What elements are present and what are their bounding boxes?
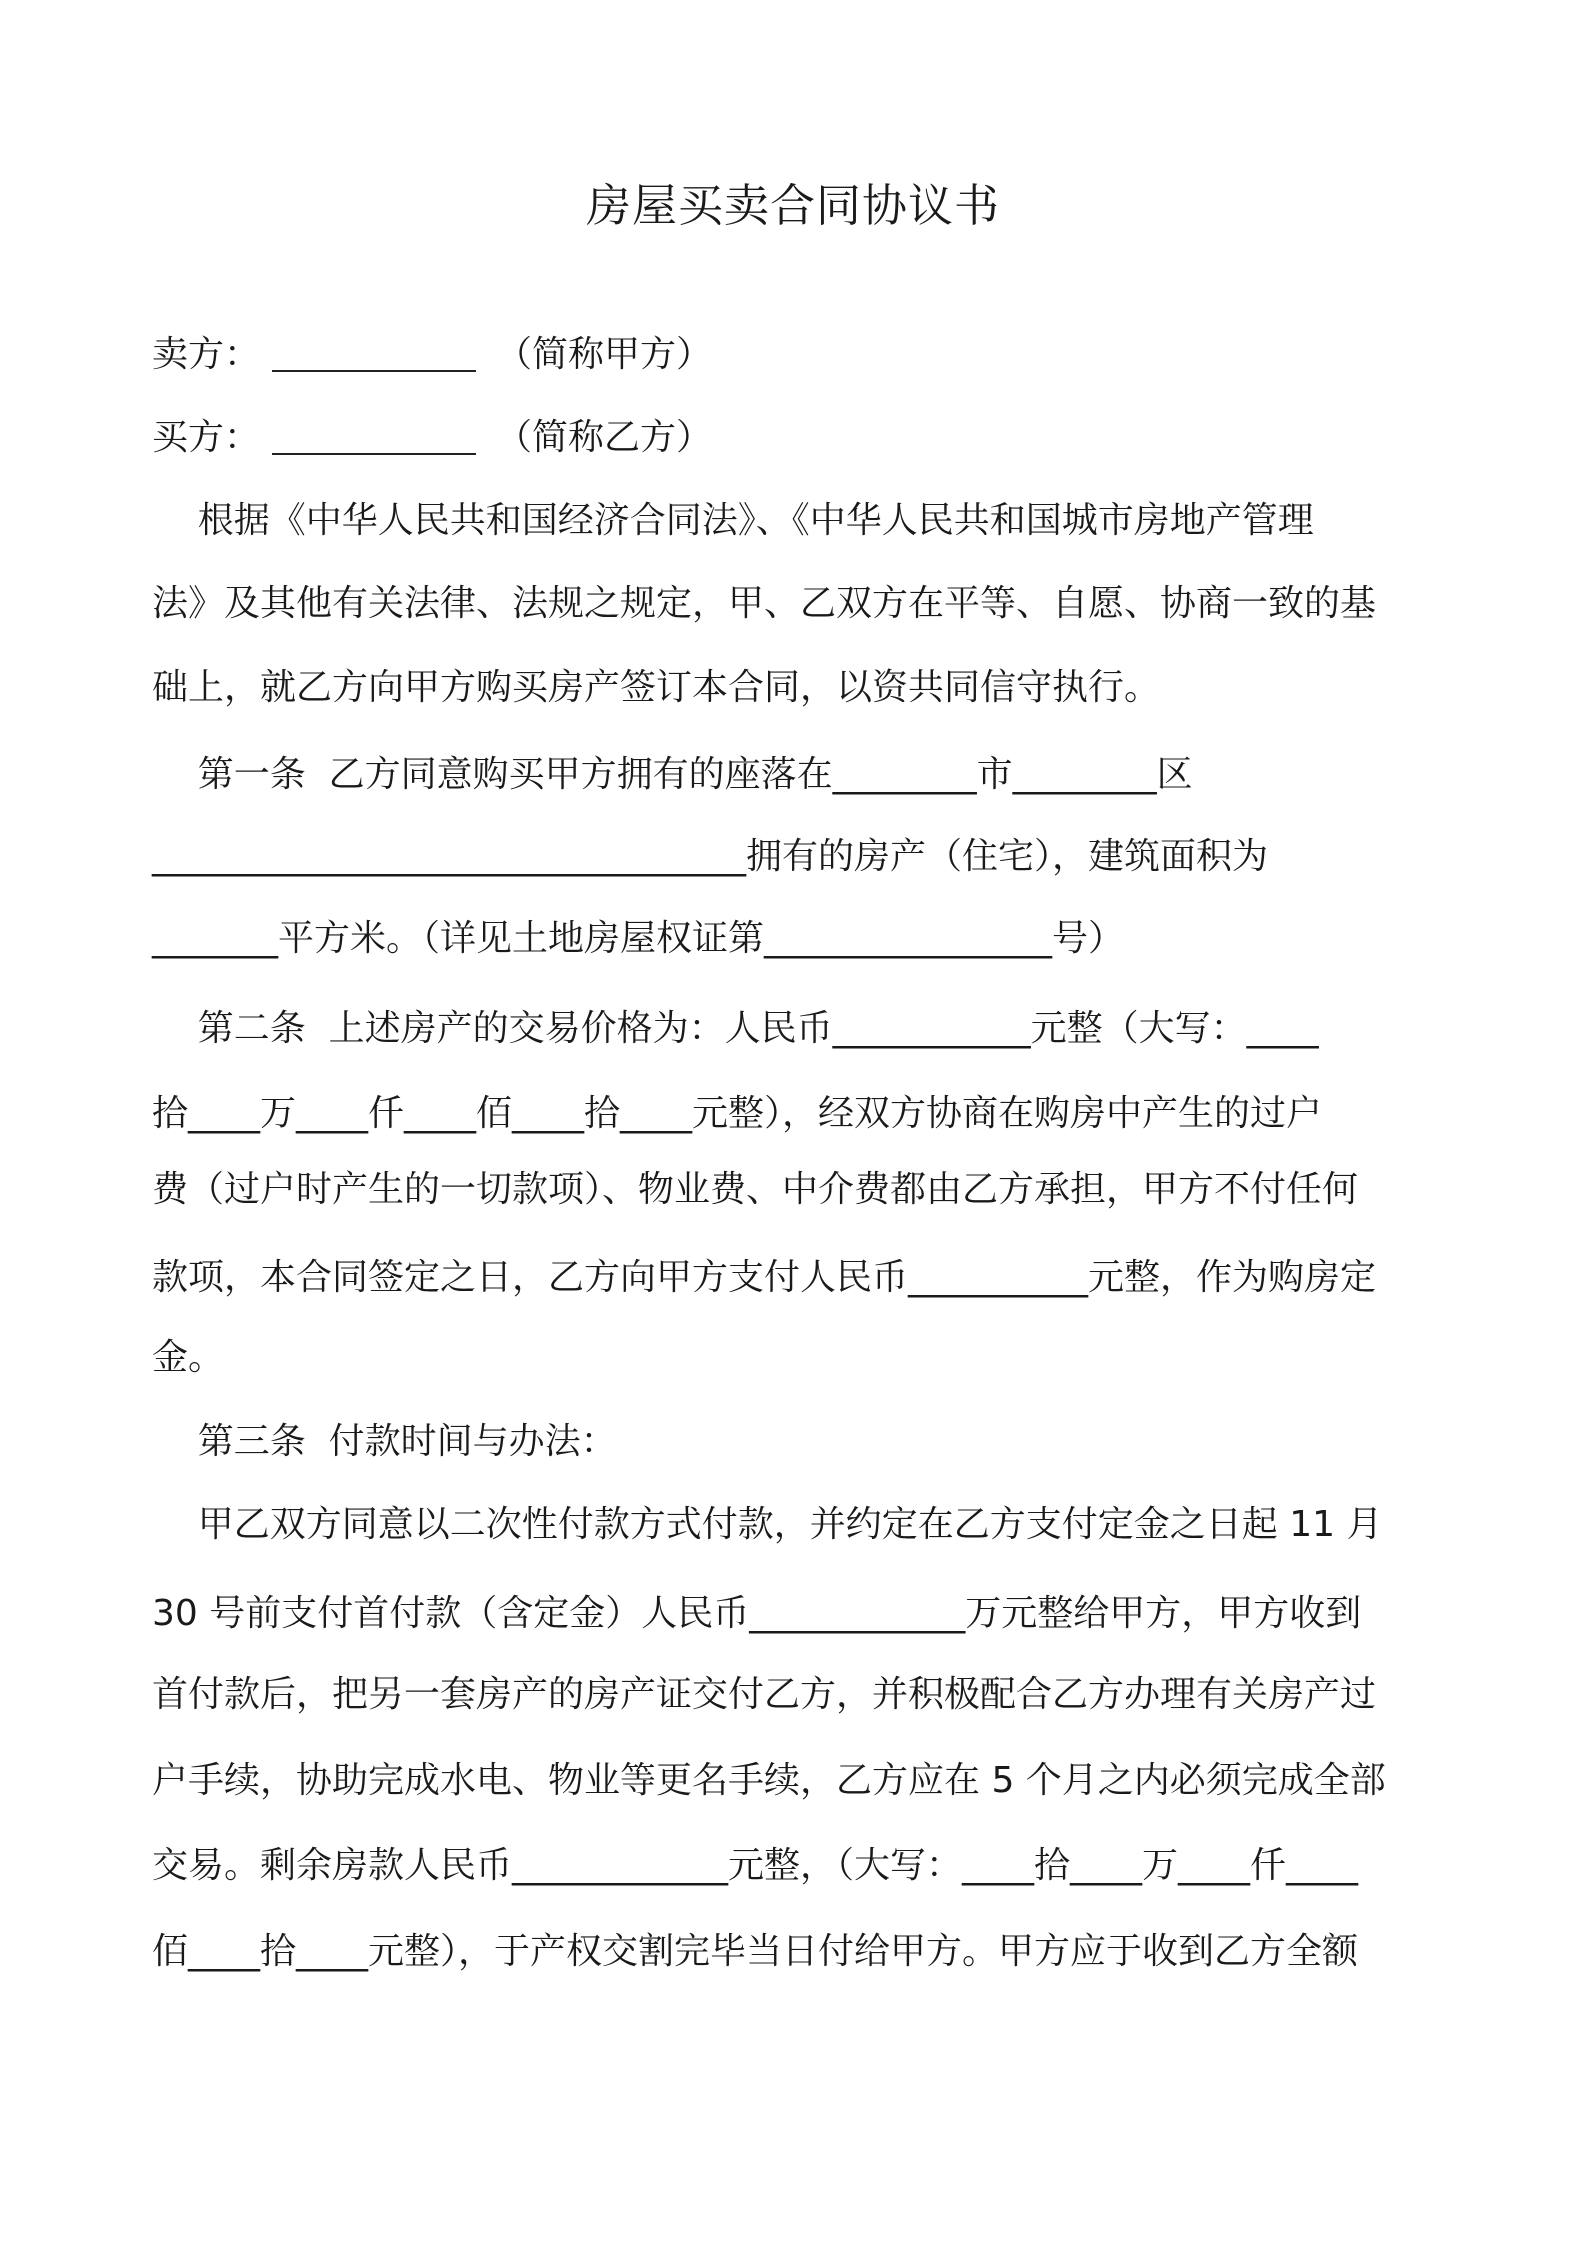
clause-1-line: 第一条 乙方同意购买甲方拥有的座落在________市________区 (152, 754, 1193, 795)
seller-line (152, 331, 712, 379)
clause-3-line: 甲乙双方同意以二次性付款方式付款，并约定在乙方支付定金之日起 11 月 (152, 1504, 1383, 1545)
clause-1-line: _________________________________拥有的房产（住宅），建筑面积为 (152, 836, 1269, 877)
clause-3-line: 户手续，协助完成水电、物业等更名手续，乙方应在 5 个月之内必须完成全部 (152, 1760, 1386, 1801)
document-title: 房屋买卖合同协议书 (585, 179, 1000, 232)
clause-2-line: 费（过户时产生的一切款项）、物业费、中介费都由乙方承担，甲方不付任何 (152, 1169, 1359, 1210)
clause-2-line: 金。 (152, 1337, 225, 1378)
clause-2-line: 款项，本合同签定之日，乙方向甲方支付人民币__________元整，作为购房定 (152, 1257, 1377, 1298)
body-line: 础上，就乙方向甲方购买房产签订本合同，以资共同信守执行。 (152, 667, 1161, 708)
clause-1-line: _______平方米。（详见土地房屋权证第________________号） (152, 918, 1125, 959)
seller-label: 卖方： (152, 334, 261, 375)
seller-note: （简称甲方） (496, 334, 713, 375)
clause-3-heading: 第三条 付款时间与办法： (152, 1421, 617, 1462)
clause-3-line: 首付款后，把另一套房产的房产证交付乙方，并积极配合乙方办理有关房产过 (152, 1674, 1377, 1715)
clause-3-line: 30 号前支付首付款（含定金）人民币____________万元整给甲方，甲方收到 (152, 1593, 1362, 1634)
clause-3-line: 交易。剩余房款人民币____________元整，（大写：____拾____万____仟____ (152, 1845, 1359, 1886)
seller-name-field[interactable] (272, 332, 476, 372)
buyer-name-field[interactable] (272, 415, 476, 455)
clause-2-line: 第二条 上述房产的交易价格为：人民币___________元整（大写：____ (152, 1008, 1319, 1049)
body-line: 根据《中华人民共和国经济合同法》、《中华人民共和国城市房地产管理 (152, 500, 1314, 541)
clause-3-line: 佰____拾____元整），于产权交割完毕当日付给甲方。甲方应于收到乙方全额 (152, 1931, 1359, 1972)
buyer-note: （简称乙方） (496, 417, 713, 458)
clause-2-line: 拾____万____仟____佰____拾____元整），经双方协商在购房中产生的过户 (152, 1093, 1323, 1134)
buyer-label: 买方： (152, 417, 261, 458)
body-line: 法》及其他有关法律、法规之规定，甲、乙双方在平等、自愿、协商一致的基 (152, 583, 1377, 624)
buyer-line (152, 414, 712, 462)
